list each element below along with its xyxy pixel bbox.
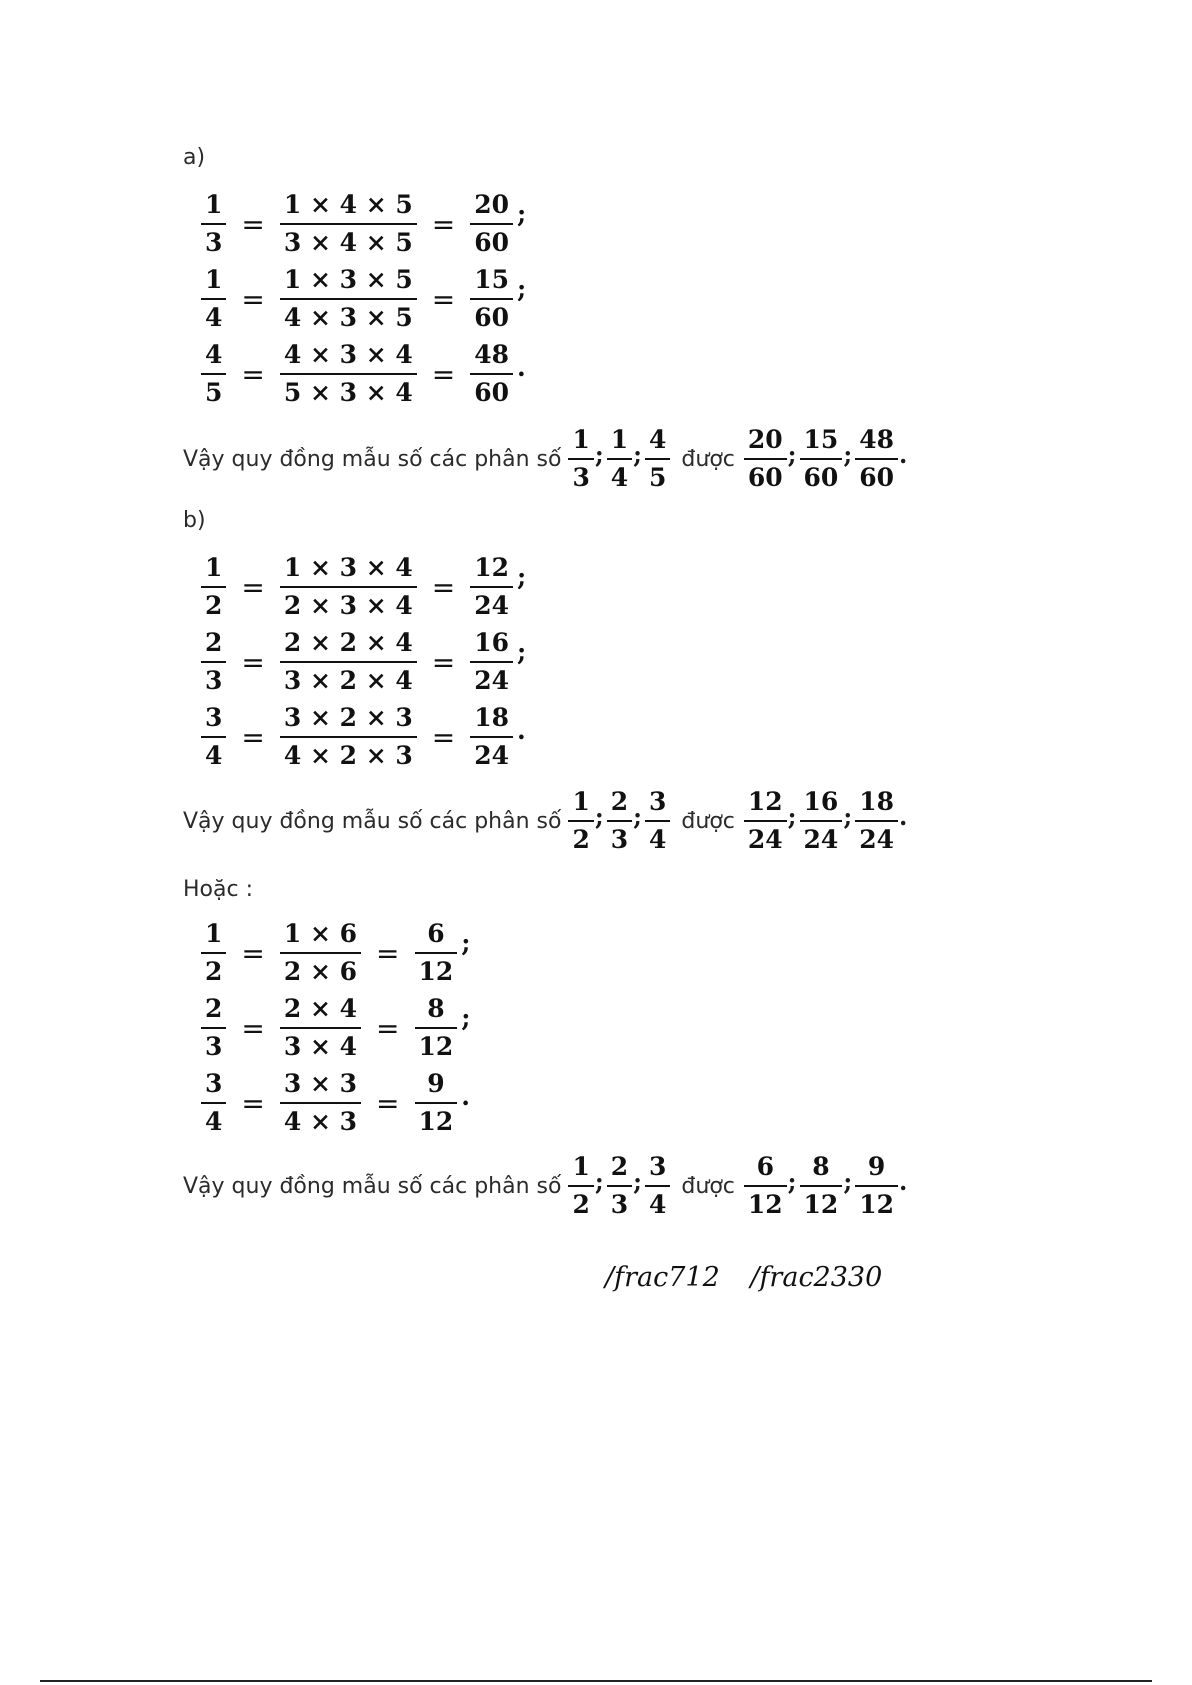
- punctuation: .: [517, 716, 526, 745]
- fraction: $\frac{2}{3}$: [607, 1152, 632, 1220]
- fraction: $\frac{16}{24}$: [470, 628, 513, 696]
- fraction: $\frac{2}{3}$: [201, 628, 226, 696]
- fraction: $\frac{9}{12}$: [415, 1069, 458, 1137]
- summary-text: Vậy quy đồng mẫu số các phân số: [183, 446, 562, 472]
- fraction: $\frac{15}{60}$: [470, 265, 513, 333]
- part-b-label: b): [183, 508, 206, 533]
- fraction: $\frac{18}{24}$: [470, 703, 513, 771]
- summary-text: Vậy quy đồng mẫu số các phân số: [183, 808, 562, 834]
- equals-sign: =: [431, 570, 456, 604]
- fraction: $\frac{1}{2}$: [201, 919, 226, 987]
- fraction: $\frac{1}{2}$: [568, 1152, 593, 1220]
- punctuation: ;: [517, 199, 527, 228]
- equals-sign: =: [431, 357, 456, 391]
- fraction: $\frac{3}{4}$: [201, 1069, 226, 1137]
- alternative-summary: Vậy quy đồng mẫu số các phân số $\frac{1}{2}$ ; $\frac{2}{3}$ ; $\frac{3}{4}$ được $\frac{6}{12}$ ; $\frac{8}{12}$ ; $\frac{9}{12}$ .: [183, 1152, 908, 1219]
- fraction: $\frac{3}{4}$: [201, 703, 226, 771]
- fraction: $\frac{1 \times 3 \times 4}{2 \times 3 \times 4}$: [280, 553, 417, 621]
- fraction: $\frac{1}{3}$: [568, 425, 593, 493]
- fraction: $\frac{2 \times 4}{3 \times 4}$: [280, 994, 361, 1062]
- part-a-summary: Vậy quy đồng mẫu số các phân số $\frac{1}{3}$ ; $\frac{1}{4}$ ; $\frac{4}{5}$ được $\frac{20}{60}$ ; $\frac{15}{60}$ ; $\frac{48}{60}$ .: [183, 425, 908, 492]
- fraction: $\frac{12}{24}$: [744, 787, 787, 855]
- page-bottom-rule: [40, 1680, 1152, 1682]
- fraction: $\frac{4}{5}$: [201, 340, 226, 408]
- fraction: $\frac{2}{3}$: [607, 787, 632, 855]
- stray-latex-text: [605, 1262, 904, 1293]
- equals-sign: =: [376, 936, 400, 970]
- punctuation: .: [461, 1082, 471, 1111]
- part-b-summary: Vậy quy đồng mẫu số các phân số $\frac{1}{2}$ ; $\frac{2}{3}$ ; $\frac{3}{4}$ được $\frac{12}{24}$ ; $\frac{16}{24}$ ; $\frac{18}{24}$ .: [183, 787, 908, 854]
- part-b-equation-3: [198, 703, 526, 771]
- stray-latex-2: /frac2330: [750, 1262, 883, 1293]
- punctuation: .: [517, 353, 526, 382]
- part-b-equation-2: [198, 628, 526, 696]
- punctuation: ;: [461, 1003, 471, 1032]
- equals-sign: =: [241, 207, 265, 241]
- part-a-equation-3: [198, 340, 526, 408]
- equals-sign: =: [431, 207, 456, 241]
- fraction: $\frac{1 \times 3 \times 5}{4 \times 3 \times 5}$: [280, 265, 417, 333]
- alternative-equation-1: [198, 919, 471, 987]
- equals-sign: =: [376, 1011, 400, 1045]
- stray-latex-1: /frac712: [605, 1262, 720, 1293]
- equals-sign: =: [241, 282, 265, 316]
- fraction: $\frac{2}{3}$: [201, 994, 226, 1062]
- fraction: $\frac{48}{60}$: [470, 340, 513, 408]
- fraction: $\frac{6}{12}$: [744, 1152, 787, 1220]
- equals-sign: =: [431, 720, 456, 754]
- fraction: $\frac{8}{12}$: [800, 1152, 843, 1220]
- fraction: $\frac{16}{24}$: [800, 787, 843, 855]
- summary-connector: được: [681, 1173, 735, 1199]
- fraction: $\frac{1 \times 4 \times 5}{3 \times 4 \times 5}$: [280, 190, 417, 258]
- equals-sign: =: [241, 570, 265, 604]
- fraction: $\frac{1}{2}$: [568, 787, 593, 855]
- punctuation: ;: [517, 562, 527, 591]
- equals-sign: =: [241, 357, 265, 391]
- fraction: $\frac{48}{60}$: [855, 425, 898, 493]
- equals-sign: =: [241, 720, 265, 754]
- equals-sign: =: [241, 936, 265, 970]
- alternative-equation-2: [198, 994, 471, 1062]
- equals-sign: =: [431, 645, 456, 679]
- fraction: $\frac{1}{4}$: [201, 265, 226, 333]
- equals-sign: =: [241, 645, 265, 679]
- fraction: $\frac{2 \times 2 \times 4}{3 \times 2 \times 4}$: [280, 628, 417, 696]
- fraction: $\frac{18}{24}$: [855, 787, 898, 855]
- punctuation: ;: [517, 637, 527, 666]
- fraction: $\frac{1}{3}$: [201, 190, 226, 258]
- fraction: $\frac{20}{60}$: [744, 425, 787, 493]
- fraction: $\frac{3}{4}$: [645, 1152, 670, 1220]
- fraction: $\frac{9}{12}$: [855, 1152, 898, 1220]
- equals-sign: =: [241, 1086, 265, 1120]
- summary-connector: được: [681, 808, 735, 834]
- equals-sign: =: [241, 1011, 265, 1045]
- fraction: $\frac{1 \times 6}{2 \times 6}$: [280, 919, 361, 987]
- fraction: $\frac{3}{4}$: [645, 787, 670, 855]
- fraction: $\frac{8}{12}$: [415, 994, 458, 1062]
- punctuation: ;: [461, 928, 471, 957]
- part-a-equation-2: [198, 265, 526, 333]
- fraction: $\frac{4 \times 3 \times 4}{5 \times 3 \times 4}$: [280, 340, 417, 408]
- equals-sign: =: [431, 282, 456, 316]
- alternative-label: Hoặc :: [183, 877, 253, 902]
- equals-sign: =: [376, 1086, 400, 1120]
- part-a-equation-1: [198, 190, 526, 258]
- fraction: $\frac{6}{12}$: [415, 919, 458, 987]
- fraction: $\frac{3 \times 3}{4 \times 3}$: [280, 1069, 361, 1137]
- fraction: $\frac{1}{2}$: [201, 553, 226, 621]
- fraction: $\frac{3 \times 2 \times 3}{4 \times 2 \times 3}$: [280, 703, 417, 771]
- fraction: $\frac{15}{60}$: [800, 425, 843, 493]
- fraction: $\frac{1}{4}$: [607, 425, 632, 493]
- fraction: $\frac{20}{60}$: [470, 190, 513, 258]
- part-a-label: a): [183, 145, 206, 170]
- fraction: $\frac{4}{5}$: [645, 425, 670, 493]
- fraction: $\frac{12}{24}$: [470, 553, 513, 621]
- alternative-equation-3: [198, 1069, 470, 1137]
- part-b-equation-1: [198, 553, 526, 621]
- summary-connector: được: [681, 446, 735, 472]
- punctuation: ;: [517, 274, 527, 303]
- summary-text: Vậy quy đồng mẫu số các phân số: [183, 1173, 562, 1199]
